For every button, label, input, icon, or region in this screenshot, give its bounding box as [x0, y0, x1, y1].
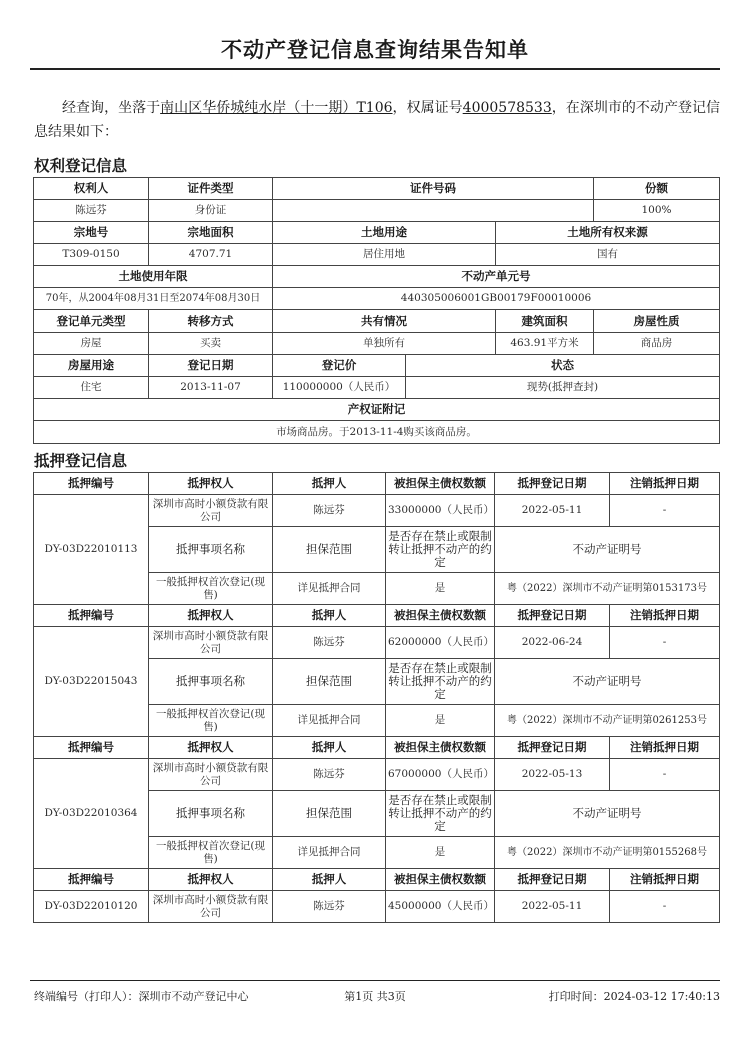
guarantee-scope-value: 详见抵押合同 — [273, 837, 386, 869]
table-header-cell: 抵押登记日期 — [495, 473, 610, 495]
table-header-cell: 共有情况 — [273, 310, 496, 333]
rights-section-heading: 权利登记信息 — [34, 156, 128, 175]
right-holder-value: 陈远芬 — [34, 200, 149, 222]
intro-text-2: ，权属证号 — [392, 100, 463, 116]
table-header-cell: 状态 — [406, 355, 720, 377]
mortgagor-value: 陈远芬 — [273, 759, 386, 791]
rights-value-row-3 — [34, 288, 720, 310]
rights-header-row-5 — [34, 355, 720, 377]
mortgage-reg-date-value: 2022-06-24 — [495, 627, 610, 659]
mortgage-cancel-date-value: - — [610, 891, 720, 923]
table-header-cell: 抵押编号 — [34, 605, 149, 627]
table-header-cell: 抵押编号 — [34, 473, 149, 495]
transfer-restriction-value: 是 — [386, 573, 495, 605]
registration-date-value: 2013-11-07 — [149, 377, 273, 399]
transfer-restriction-value: 是 — [386, 837, 495, 869]
table-header-cell: 抵押登记日期 — [495, 737, 610, 759]
land-use-value: 居住用地 — [273, 244, 496, 266]
mortgage-reg-date-value: 2022-05-11 — [495, 495, 610, 527]
table-header-cell: 注销抵押日期 — [610, 737, 720, 759]
certificate-note-value: 市场商品房。于2013-11-4购买该商品房。 — [34, 421, 720, 444]
table-header-cell: 注销抵押日期 — [610, 473, 720, 495]
mortgage-reg-date-value: 2022-05-11 — [495, 891, 610, 923]
mortgage-cancel-date-value: - — [610, 627, 720, 659]
unit-number-value: 440305006001GB00179F00010006 — [273, 288, 720, 310]
mortgagee-value: 深圳市高时小额贷款有限公司 — [149, 627, 273, 659]
table-header-cell: 抵押权人 — [149, 737, 273, 759]
table-header-cell: 是否存在禁止或限制转让抵押不动产的约定 — [386, 527, 495, 573]
mortgagee-value: 深圳市高时小额贷款有限公司 — [149, 495, 273, 527]
share-value: 100% — [594, 200, 720, 222]
rights-value-row-2 — [34, 244, 720, 266]
mortgage-id-value: DY-03D22015043 — [34, 627, 149, 737]
rights-value-row-4 — [34, 333, 720, 355]
table-header-cell: 注销抵押日期 — [610, 869, 720, 891]
intro-text-3: ，在深圳市的不动产登记信息结果如下： — [34, 100, 721, 140]
table-header-cell: 担保范围 — [273, 527, 386, 573]
table-header-cell: 建筑面积 — [496, 310, 594, 333]
table-header-cell: 不动产证明号 — [495, 659, 720, 705]
table-header-cell: 登记日期 — [149, 355, 273, 377]
co-ownership-value: 单独所有 — [273, 333, 496, 355]
mortgage-cancel-date-value: - — [610, 759, 720, 791]
secured-amount-value: 33000000（人民币） — [386, 495, 495, 527]
secured-amount-value: 45000000（人民币） — [386, 891, 495, 923]
table-header-cell: 产权证附记 — [34, 399, 720, 421]
table-header-cell: 抵押人 — [273, 869, 386, 891]
parcel-number-value: T309-0150 — [34, 244, 149, 266]
mortgagor-value: 陈远芬 — [273, 891, 386, 923]
rights-table — [33, 177, 720, 444]
table-header-cell: 抵押人 — [273, 605, 386, 627]
table-header-cell: 房屋性质 — [594, 310, 720, 333]
mortgage-cancel-date-value: - — [610, 495, 720, 527]
table-header-cell: 抵押权人 — [149, 605, 273, 627]
print-time: 打印时间：2024-03-12 17:40:13 — [548, 990, 720, 1003]
parcel-area-value: 4707.71 — [149, 244, 273, 266]
id-type-value: 身份证 — [149, 200, 273, 222]
table-header-cell: 登记价 — [273, 355, 406, 377]
property-cert-value: 粤（2022）深圳市不动产证明第0261253号 — [495, 705, 720, 737]
table-header-cell: 抵押权人 — [149, 869, 273, 891]
property-cert-value: 粤（2022）深圳市不动产证明第0155268号 — [495, 837, 720, 869]
rights-header-row-1 — [34, 178, 720, 200]
mortgage-reg-date-value: 2022-05-13 — [495, 759, 610, 791]
table-header-cell: 不动产证明号 — [495, 527, 720, 573]
mortgage-table — [33, 472, 720, 923]
table-header-cell: 土地用途 — [273, 222, 496, 244]
mortgage-section-heading: 抵押登记信息 — [34, 451, 128, 470]
table-header-cell: 抵押事项名称 — [149, 527, 273, 573]
secured-amount-value: 67000000（人民币） — [386, 759, 495, 791]
mortgage-id-value: DY-03D22010364 — [34, 759, 149, 869]
table-header-cell: 抵押登记日期 — [495, 605, 610, 627]
note-header-row — [34, 399, 720, 421]
footer-divider — [30, 980, 720, 981]
mortgage-record-row — [34, 495, 720, 527]
table-header-cell: 抵押编号 — [34, 737, 149, 759]
property-cert-value: 粤（2022）深圳市不动产证明第0153173号 — [495, 573, 720, 605]
page-number: 第1页 共3页 — [344, 990, 406, 1003]
table-header-cell: 不动产单元号 — [273, 266, 720, 288]
mortgage-header-row — [34, 737, 720, 759]
table-header-cell: 宗地号 — [34, 222, 149, 244]
table-header-cell: 宗地面积 — [149, 222, 273, 244]
table-header-cell: 是否存在禁止或限制转让抵押不动产的约定 — [386, 791, 495, 837]
table-header-cell: 被担保主债权数额 — [386, 869, 495, 891]
table-header-cell: 土地使用年限 — [34, 266, 273, 288]
rights-header-row-3 — [34, 266, 720, 288]
table-header-cell: 抵押事项名称 — [149, 791, 273, 837]
mortgage-item-value: 一般抵押权首次登记(现售) — [149, 573, 273, 605]
transfer-method-value: 买卖 — [149, 333, 273, 355]
table-header-cell: 权利人 — [34, 178, 149, 200]
table-header-cell: 转移方式 — [149, 310, 273, 333]
table-header-cell: 抵押事项名称 — [149, 659, 273, 705]
table-header-cell: 注销抵押日期 — [610, 605, 720, 627]
table-header-cell: 担保范围 — [273, 791, 386, 837]
rights-value-row-1 — [34, 200, 720, 222]
mortgage-item-value: 一般抵押权首次登记(现售) — [149, 837, 273, 869]
guarantee-scope-value: 详见抵押合同 — [273, 705, 386, 737]
land-use-term-value: 70年，从2004年08月31日至2074年08月30日 — [34, 288, 273, 310]
mortgagee-value: 深圳市高时小额贷款有限公司 — [149, 759, 273, 791]
rights-value-row-5 — [34, 377, 720, 399]
mortgagor-value: 陈远芬 — [273, 495, 386, 527]
terminal-info: 终端编号（打印人）：深圳市不动产登记中心 — [34, 990, 249, 1003]
table-header-cell: 土地所有权来源 — [496, 222, 720, 244]
transfer-restriction-value: 是 — [386, 705, 495, 737]
rights-header-row-4 — [34, 310, 720, 333]
property-location: 南山区华侨城纯水岸（十一期）T106 — [160, 100, 393, 116]
id-number-value — [273, 200, 594, 222]
table-header-cell: 担保范围 — [273, 659, 386, 705]
title-divider — [30, 68, 720, 70]
table-header-cell: 证件号码 — [273, 178, 594, 200]
table-header-cell: 不动产证明号 — [495, 791, 720, 837]
table-header-cell: 抵押权人 — [149, 473, 273, 495]
mortgagee-value: 深圳市高时小额贷款有限公司 — [149, 891, 273, 923]
note-value-row — [34, 421, 720, 444]
mortgage-header-row — [34, 869, 720, 891]
land-ownership-source-value: 国有 — [496, 244, 720, 266]
table-header-cell: 抵押人 — [273, 473, 386, 495]
guarantee-scope-value: 详见抵押合同 — [273, 573, 386, 605]
mortgage-id-value: DY-03D22010113 — [34, 495, 149, 605]
intro-paragraph — [34, 96, 720, 144]
unit-type-value: 房屋 — [34, 333, 149, 355]
secured-amount-value: 62000000（人民币） — [386, 627, 495, 659]
mortgagor-value: 陈远芬 — [273, 627, 386, 659]
mortgage-record-row — [34, 759, 720, 791]
table-header-cell: 被担保主债权数额 — [386, 605, 495, 627]
certificate-number: 4000578533 — [462, 100, 552, 116]
property-nature-value: 商品房 — [594, 333, 720, 355]
mortgage-id-value: DY-03D22010120 — [34, 891, 149, 923]
house-use-value: 住宅 — [34, 377, 149, 399]
floor-area-value: 463.91平方米 — [496, 333, 594, 355]
intro-text-1: 经查询，坐落于 — [62, 100, 161, 116]
table-header-cell: 登记单元类型 — [34, 310, 149, 333]
table-header-cell: 证件类型 — [149, 178, 273, 200]
mortgage-header-row — [34, 473, 720, 495]
document-title: 不动产登记信息查询结果告知单 — [221, 37, 529, 62]
registration-price-value: 110000000（人民币） — [273, 377, 406, 399]
table-header-cell: 抵押登记日期 — [495, 869, 610, 891]
mortgage-record-row — [34, 891, 720, 923]
table-header-cell: 份额 — [594, 178, 720, 200]
table-header-cell: 被担保主债权数额 — [386, 737, 495, 759]
rights-header-row-2 — [34, 222, 720, 244]
mortgage-record-row — [34, 627, 720, 659]
table-header-cell: 抵押人 — [273, 737, 386, 759]
mortgage-item-value: 一般抵押权首次登记(现售) — [149, 705, 273, 737]
status-value: 现势(抵押查封) — [406, 377, 720, 399]
table-header-cell: 房屋用途 — [34, 355, 149, 377]
table-header-cell: 被担保主债权数额 — [386, 473, 495, 495]
mortgage-header-row — [34, 605, 720, 627]
table-header-cell: 抵押编号 — [34, 869, 149, 891]
table-header-cell: 是否存在禁止或限制转让抵押不动产的约定 — [386, 659, 495, 705]
